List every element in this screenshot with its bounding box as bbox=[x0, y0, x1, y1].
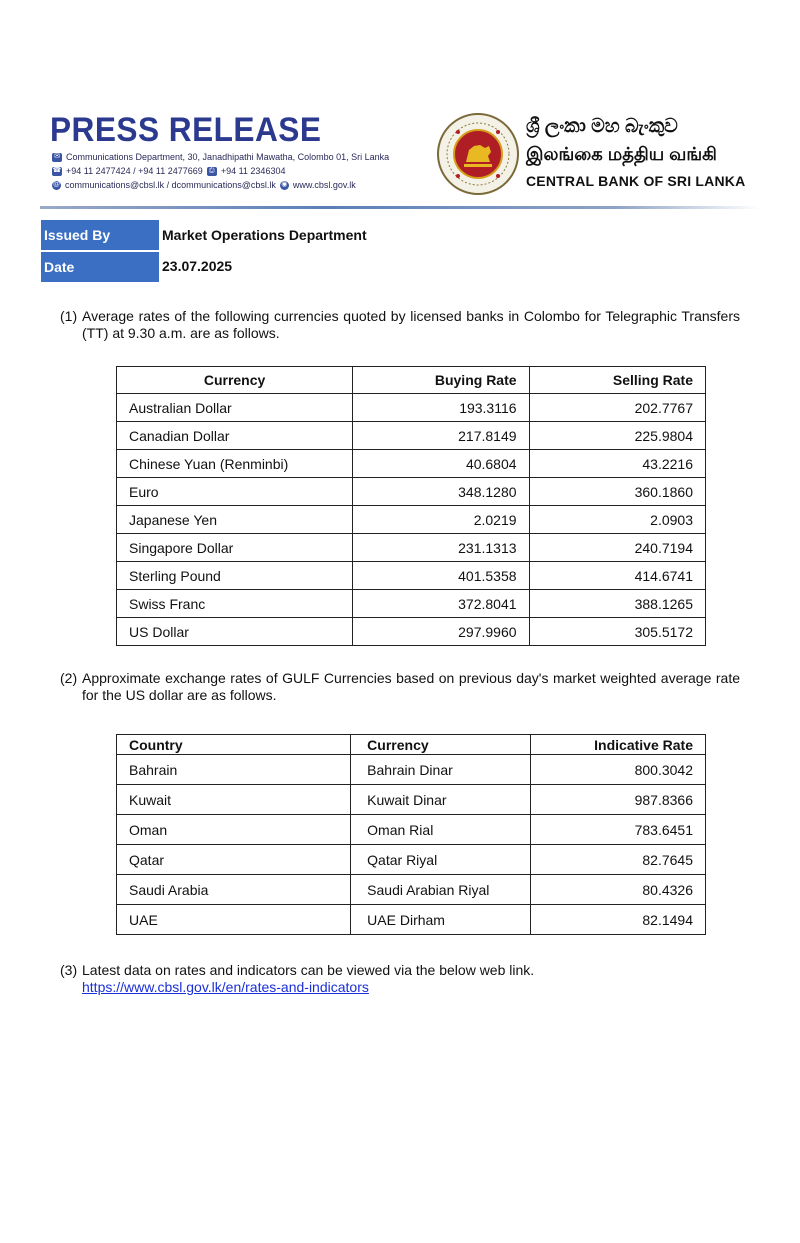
buying-rate-cell: 193.3116 bbox=[353, 394, 529, 422]
paragraph-2-text: Approximate exchange rates of GULF Currencies based on previous day's market weighted average rate for the US dollar are as follows. bbox=[82, 670, 740, 703]
currency-cell: Chinese Yuan (Renminbi) bbox=[117, 450, 353, 478]
column-header-currency: Currency bbox=[117, 367, 353, 394]
paragraph-2 bbox=[60, 670, 740, 704]
table-row bbox=[117, 815, 706, 845]
table-row bbox=[117, 875, 706, 905]
bank-name-english: CENTRAL BANK OF SRI LANKA bbox=[526, 173, 746, 189]
table-row bbox=[117, 755, 706, 785]
phone-text: +94 11 2477424 / +94 11 2477669 bbox=[66, 166, 203, 176]
currency-cell: US Dollar bbox=[117, 618, 353, 646]
indicative-rate-cell: 800.3042 bbox=[530, 755, 705, 785]
website-text[interactable]: www.cbsl.gov.lk bbox=[292, 180, 356, 190]
date-value: 23.07.2025 bbox=[162, 258, 233, 274]
gulf-rates-table bbox=[116, 734, 706, 935]
paragraph-1-number: (1) bbox=[60, 308, 78, 324]
country-cell: Qatar bbox=[117, 845, 351, 875]
press-release-header bbox=[0, 0, 800, 212]
address-text: Communications Department, 30, Janadhipathi Mawatha, Colombo 01, Sri Lanka bbox=[66, 152, 390, 162]
currency-cell: Euro bbox=[117, 478, 353, 506]
paragraph-3-text: Latest data on rates and indicators can be viewed via the below web link. bbox=[82, 962, 535, 978]
currency-cell: Oman Rial bbox=[351, 815, 530, 845]
paragraph-3-number: (3) bbox=[60, 962, 78, 978]
column-header-indicative-rate: Indicative Rate bbox=[530, 735, 705, 755]
fax-text: +94 11 2346304 bbox=[220, 166, 286, 176]
rates-indicators-link[interactable]: https://www.cbsl.gov.lk/en/rates-and-indicators bbox=[82, 979, 369, 995]
buying-rate-cell: 372.8041 bbox=[353, 590, 529, 618]
selling-rate-cell: 202.7767 bbox=[529, 394, 705, 422]
indicative-rate-cell: 783.6451 bbox=[530, 815, 705, 845]
currency-cell: Singapore Dollar bbox=[117, 534, 353, 562]
fax-icon: ⎙ bbox=[207, 167, 217, 176]
column-header-country: Country bbox=[117, 735, 351, 755]
buying-rate-cell: 297.9960 bbox=[353, 618, 529, 646]
mail-icon: ✉ bbox=[52, 153, 62, 162]
selling-rate-cell: 414.6741 bbox=[529, 562, 705, 590]
table-row bbox=[117, 478, 706, 506]
country-cell: Kuwait bbox=[117, 785, 351, 815]
currency-cell: Saudi Arabian Riyal bbox=[351, 875, 530, 905]
column-header-buying-rate: Buying Rate bbox=[353, 367, 529, 394]
buying-rate-cell: 2.0219 bbox=[353, 506, 529, 534]
table-header-row bbox=[117, 367, 706, 394]
country-cell: Bahrain bbox=[117, 755, 351, 785]
table-row bbox=[117, 394, 706, 422]
table-row bbox=[117, 422, 706, 450]
bank-name-sinhala: ශ්‍රී ලංකා මහ බැංකුව bbox=[526, 116, 678, 137]
currency-cell: Sterling Pound bbox=[117, 562, 353, 590]
currency-cell: UAE Dirham bbox=[351, 905, 530, 935]
date-label: Date bbox=[41, 252, 159, 282]
paragraph-1-text: Average rates of the following currencies quoted by licensed banks in Colombo for Telegraphic Transfers (TT) at 9.30 a.m. are as follows. bbox=[82, 308, 740, 341]
buying-rate-cell: 348.1280 bbox=[353, 478, 529, 506]
phone-line bbox=[52, 165, 285, 177]
country-cell: Saudi Arabia bbox=[117, 875, 351, 905]
phone-icon: ☎ bbox=[52, 167, 62, 174]
selling-rate-cell: 305.5172 bbox=[529, 618, 705, 646]
indicative-rate-cell: 82.1494 bbox=[530, 905, 705, 935]
tt-rates-table bbox=[116, 366, 706, 646]
press-release-title: PRESS RELEASE bbox=[50, 111, 322, 149]
table-row bbox=[117, 590, 706, 618]
table-row bbox=[117, 534, 706, 562]
table-row bbox=[117, 506, 706, 534]
selling-rate-cell: 2.0903 bbox=[529, 506, 705, 534]
indicative-rate-cell: 987.8366 bbox=[530, 785, 705, 815]
selling-rate-cell: 43.2216 bbox=[529, 450, 705, 478]
indicative-rate-cell: 80.4326 bbox=[530, 875, 705, 905]
table-row bbox=[117, 845, 706, 875]
table-row bbox=[117, 618, 706, 646]
table-header-row bbox=[117, 735, 706, 755]
paragraph-2-number: (2) bbox=[60, 670, 78, 686]
header-divider bbox=[40, 206, 760, 209]
central-bank-emblem-icon bbox=[436, 112, 520, 196]
issued-by-label: Issued By bbox=[41, 220, 159, 250]
country-cell: UAE bbox=[117, 905, 351, 935]
selling-rate-cell: 360.1860 bbox=[529, 478, 705, 506]
table-row bbox=[117, 450, 706, 478]
email-line bbox=[52, 179, 356, 191]
currency-cell: Japanese Yen bbox=[117, 506, 353, 534]
buying-rate-cell: 231.1313 bbox=[353, 534, 529, 562]
at-sign-icon: @ bbox=[52, 181, 61, 188]
indicative-rate-cell: 82.7645 bbox=[530, 845, 705, 875]
currency-cell: Bahrain Dinar bbox=[351, 755, 530, 785]
bank-name-tamil: இலங்கை மத்திய வங்கி bbox=[526, 144, 717, 164]
column-header-selling-rate: Selling Rate bbox=[529, 367, 705, 394]
address-line bbox=[52, 151, 389, 163]
paragraph-1 bbox=[60, 308, 740, 342]
email-text[interactable]: communications@cbsl.lk / dcommunications@cbsl.lk bbox=[65, 180, 276, 190]
selling-rate-cell: 225.9804 bbox=[529, 422, 705, 450]
currency-cell: Australian Dollar bbox=[117, 394, 353, 422]
table-row bbox=[117, 562, 706, 590]
currency-cell: Swiss Franc bbox=[117, 590, 353, 618]
country-cell: Oman bbox=[117, 815, 351, 845]
currency-cell: Qatar Riyal bbox=[351, 845, 530, 875]
selling-rate-cell: 388.1265 bbox=[529, 590, 705, 618]
currency-cell: Kuwait Dinar bbox=[351, 785, 530, 815]
table-row bbox=[117, 905, 706, 935]
table-row bbox=[117, 785, 706, 815]
currency-cell: Canadian Dollar bbox=[117, 422, 353, 450]
buying-rate-cell: 401.5358 bbox=[353, 562, 529, 590]
buying-rate-cell: 217.8149 bbox=[353, 422, 529, 450]
globe-icon: ◉ bbox=[281, 181, 288, 188]
selling-rate-cell: 240.7194 bbox=[529, 534, 705, 562]
column-header-currency: Currency bbox=[351, 735, 530, 755]
issued-by-value: Market Operations Department bbox=[162, 227, 367, 243]
buying-rate-cell: 40.6804 bbox=[353, 450, 529, 478]
paragraph-3 bbox=[60, 962, 740, 996]
